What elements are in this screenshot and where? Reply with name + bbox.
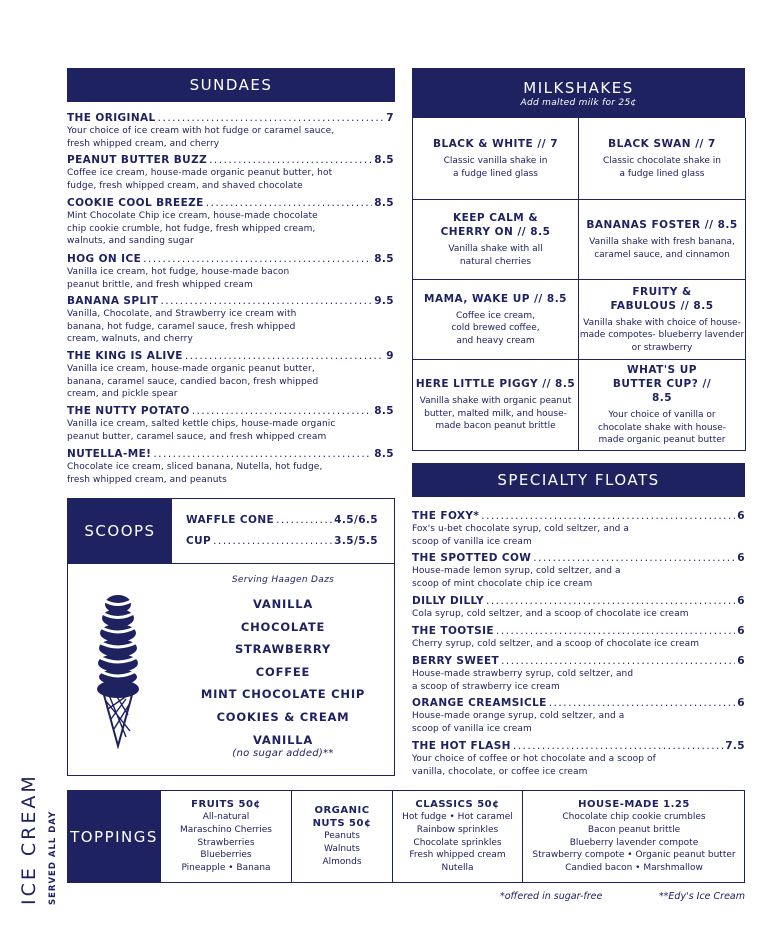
- float-desc: House-made orange syrup, cold seltzer, and a scoop of vanilla ice cream: [412, 711, 625, 734]
- sundae-item: [67, 197, 394, 248]
- float-item: [412, 697, 745, 735]
- milkshake-desc: Classic vanilla shake in a fudge lined glass: [443, 156, 548, 179]
- flavor: VANILLA: [252, 732, 314, 747]
- fruits-head: FRUITS 50¢: [191, 799, 261, 810]
- housemade-head: HOUSE-MADE 1.25: [578, 799, 690, 810]
- float-name: THE SPOTTED COW: [412, 552, 532, 564]
- sundae-name: PEANUT BUTTER BUZZ: [67, 154, 208, 166]
- topping: Peanuts: [324, 831, 360, 841]
- sundae-desc: Chocolate ice cream, sliced banana, Nutella, hot fudge, fresh whipped cream, and peanuts: [67, 462, 323, 485]
- milkshake-name: MAMA, WAKE UP // 8.5: [424, 292, 567, 305]
- flavor: CHOCOLATE: [240, 619, 326, 634]
- served-all-day: SERVED ALL DAY: [48, 810, 58, 905]
- sundae-price: 9: [386, 350, 394, 362]
- float-price: 6: [737, 655, 745, 667]
- flavor-list: [172, 575, 394, 759]
- sundae-price: 8.5: [374, 448, 394, 460]
- flavor: VANILLA: [252, 597, 314, 611]
- topping: Nutella: [441, 863, 474, 874]
- float-item: [412, 625, 745, 651]
- sundae-name: COOKIE COOL BREEZE: [67, 197, 204, 209]
- sundae-name: THE ORIGINAL: [67, 112, 156, 124]
- sundae-desc: Vanilla ice cream, salted kettle chips, house-made organic peanut butter, caramel sauce, and fresh whipped cream: [67, 419, 336, 442]
- float-name: BERRY SWEET: [412, 655, 500, 667]
- float-price: 6: [737, 510, 745, 522]
- flavor: STRAWBERRY: [234, 642, 332, 657]
- topping: Hot fudge • Hot caramel: [402, 812, 513, 822]
- float-desc: Fox's u-bet chocolate syrup, cold seltzer, and a scoop of vanilla ice cream: [412, 524, 630, 547]
- float-price: 6: [737, 595, 745, 607]
- milkshake-name: BLACK SWAN // 7: [608, 138, 716, 150]
- flavor: COOKIES & CREAM: [216, 709, 350, 724]
- float-desc: House-made lemon syrup, cold seltzer, and a scoop of mint chocolate chip ice cream: [412, 566, 621, 589]
- edys-note: **Edy's Ice Cream: [658, 891, 745, 902]
- float-desc: Cola syrup, cold seltzer, and a scoop of chocolate ice cream: [412, 609, 689, 619]
- float-item: [412, 740, 745, 778]
- milkshake-desc: Coffee ice cream, cold brewed coffee, and heavy cream: [451, 310, 540, 346]
- sugar-free-note: *offered in sugar-free: [500, 891, 603, 902]
- sundae-price: 8.5: [374, 253, 394, 265]
- sundae-item: [67, 253, 394, 291]
- toppings-housemade: [523, 790, 745, 883]
- float-name: DILLY DILLY: [412, 595, 484, 607]
- sundae-price: 8.5: [374, 197, 394, 209]
- float-price: 7.5: [725, 740, 745, 752]
- sundae-item: [67, 154, 394, 192]
- toppings-classics: [393, 790, 523, 883]
- sundae-name: HOG ON ICE: [67, 253, 142, 265]
- sundae-desc: Vanilla ice cream, house-made organic peanut butter, banana, caramel sauce, candied bacon, fresh whipped cream, and pickle spear: [67, 364, 319, 400]
- milkshake-name: HERE LITTLE PIGGY // 8.5: [415, 378, 576, 391]
- milkshake-desc: Vanilla shake with organic peanut butter, malted milk, and house-made bacon peanut brittle: [419, 396, 572, 432]
- milkshake-name: BLACK & WHITE // 7: [432, 138, 559, 150]
- float-item: [412, 595, 745, 621]
- no-sugar-note: (no sugar added)**: [232, 747, 334, 759]
- scoops-box: [67, 498, 395, 776]
- float-desc: Cherry syrup, cold seltzer, and a scoop of chocolate ice cream: [412, 639, 700, 649]
- footnotes: [500, 891, 745, 902]
- sundae-price: 9.5: [374, 295, 394, 307]
- milkshake-desc: Vanilla shake with choice of house-made compotes- blueberry lavender or strawberry: [579, 317, 745, 353]
- float-price: 6: [737, 625, 745, 637]
- nuts-head: ORGANIC NUTS 50¢: [312, 805, 372, 829]
- milkshake-desc: Vanilla shake with all natural cherries: [448, 244, 543, 267]
- float-desc: House-made strawberry syrup, cold seltzer, and a scoop of strawberry ice cream: [412, 669, 634, 692]
- milkshakes-header: [412, 68, 745, 118]
- float-price: 6: [737, 552, 745, 564]
- topping: Strawberry compote • Organic peanut butter: [532, 850, 736, 861]
- float-item: [412, 655, 745, 693]
- sundae-name: THE KING IS ALIVE: [67, 350, 183, 362]
- sundae-desc: Coffee ice cream, house-made organic peanut butter, hot fudge, fresh whipped cream, and shaved chocolate: [67, 168, 333, 191]
- float-item: [412, 510, 745, 548]
- topping: Walnuts: [324, 843, 360, 854]
- ice-cream-title: ICE CREAM: [18, 773, 40, 905]
- milkshake-cell: [413, 200, 579, 280]
- waffle-cone-label: WAFFLE CONE: [186, 514, 275, 526]
- float-name: ORANGE CREAMSICLE: [412, 697, 547, 709]
- ice-cream-cone-icon: [96, 591, 140, 749]
- topping: Candied bacon • Marshmallow: [565, 863, 703, 874]
- milkshake-desc: Classic chocolate shake in a fudge lined glass: [603, 156, 721, 179]
- topping: Strawberries: [197, 837, 255, 848]
- milkshake-name: BANANAS FOSTER // 8.5: [586, 219, 738, 231]
- milkshake-desc: Vanilla shake with fresh banana, caramel sauce, and cinnamon: [589, 237, 735, 260]
- float-price: 6: [737, 697, 745, 709]
- milkshake-cell: [413, 118, 579, 200]
- toppings-header: [67, 790, 161, 883]
- float-name: THE FOXY*: [412, 510, 480, 522]
- sundae-item: [67, 350, 394, 401]
- milkshake-desc: Your choice of vanilla or chocolate shake with house-made organic peanut butter: [597, 410, 727, 446]
- milkshakes-subtitle: Add malted milk for 25¢: [520, 97, 637, 108]
- sundaes-header: [67, 68, 395, 102]
- topping: Blueberry lavender compote: [569, 837, 699, 848]
- scoops-prices: [186, 514, 378, 548]
- sundae-price: 8.5: [374, 405, 394, 417]
- scoops-header: [68, 499, 172, 563]
- sundae-item: [67, 448, 394, 486]
- topping: Blueberries: [200, 850, 252, 861]
- cup-price: 3.5/5.5: [334, 535, 378, 547]
- sundae-desc: Your choice of ice cream with hot fudge or caramel sauce, fresh whipped cream, and cherry: [67, 126, 335, 149]
- topping: Chocolate sprinkles: [413, 837, 502, 848]
- sundae-price: 7: [386, 112, 394, 124]
- sundae-item: [67, 295, 394, 346]
- milkshake-cell: [579, 280, 746, 360]
- float-name: THE TOOTSIE: [412, 625, 494, 637]
- topping: Maraschino Cherries: [180, 824, 272, 835]
- milkshakes-title: MILKSHAKES: [523, 78, 634, 97]
- float-name: THE HOT FLASH: [412, 740, 511, 752]
- side-title: [18, 770, 59, 905]
- milkshake-cell: [579, 118, 746, 200]
- waffle-cone-price: 4.5/6.5: [334, 514, 378, 526]
- milkshake-cell: [413, 360, 579, 451]
- floats-title: SPECIALTY FLOATS: [497, 471, 660, 489]
- floats-header: [412, 463, 745, 497]
- milkshake-cell: [413, 280, 579, 360]
- sundae-item: [67, 112, 394, 150]
- sundae-name: BANANA SPLIT: [67, 295, 159, 307]
- sundaes-title: SUNDAES: [189, 76, 273, 94]
- milkshake-name: FRUITY & FABULOUS // 8.5: [610, 285, 714, 312]
- milkshakes-grid: [412, 118, 745, 451]
- float-item: [412, 552, 745, 590]
- topping: Pineapple • Banana: [181, 863, 271, 874]
- topping: Chocolate chip cookie crumbles: [562, 812, 706, 822]
- flavor: COFFEE: [255, 664, 311, 679]
- sundae-desc: Vanilla ice cream, hot fudge, house-made bacon peanut brittle, and fresh whipped cream: [67, 267, 290, 290]
- sundae-name: THE NUTTY POTATO: [67, 405, 190, 417]
- classics-head: CLASSICS 50¢: [415, 799, 500, 810]
- toppings-title: TOPPINGS: [70, 827, 158, 846]
- sundae-item: [67, 405, 394, 443]
- topping: All-natural: [202, 812, 250, 822]
- sundae-desc: Mint Chocolate Chip ice cream, house-made chocolate chip cookie crumble, hot fudge, fresh whipped cream, walnuts, and sanding sugar: [67, 211, 318, 247]
- milkshake-cell: [579, 360, 746, 451]
- toppings-nuts: [292, 790, 393, 883]
- milkshake-cell: [579, 200, 746, 280]
- topping: Rainbow sprinkles: [416, 824, 499, 835]
- milkshake-name: KEEP CALM & CHERRY ON // 8.5: [440, 212, 551, 238]
- serving-note: Serving Haagen Dazs: [231, 575, 335, 585]
- flavor: MINT CHOCOLATE CHIP: [200, 687, 366, 702]
- toppings-fruits: [161, 790, 292, 883]
- sundae-desc: Vanilla, Chocolate, and Strawberry ice cream with banana, hot fudge, caramel sauce, fresh whipped cream, walnuts, and cherry: [67, 309, 297, 345]
- topping: Bacon peanut brittle: [587, 824, 681, 835]
- milkshake-name: WHAT'S UP BUTTER CUP? // 8.5: [612, 364, 712, 405]
- scoops-title: SCOOPS: [84, 522, 156, 540]
- topping: Fresh whipped cream: [409, 850, 506, 861]
- float-desc: Your choice of coffee or hot chocolate and a scoop of vanilla, chocolate, or coffee ice cream: [412, 754, 656, 777]
- cup-label: CUP: [186, 535, 212, 547]
- sundae-price: 8.5: [374, 154, 394, 166]
- topping: Almonds: [322, 856, 362, 867]
- sundae-name: NUTELLA-ME!: [67, 448, 152, 460]
